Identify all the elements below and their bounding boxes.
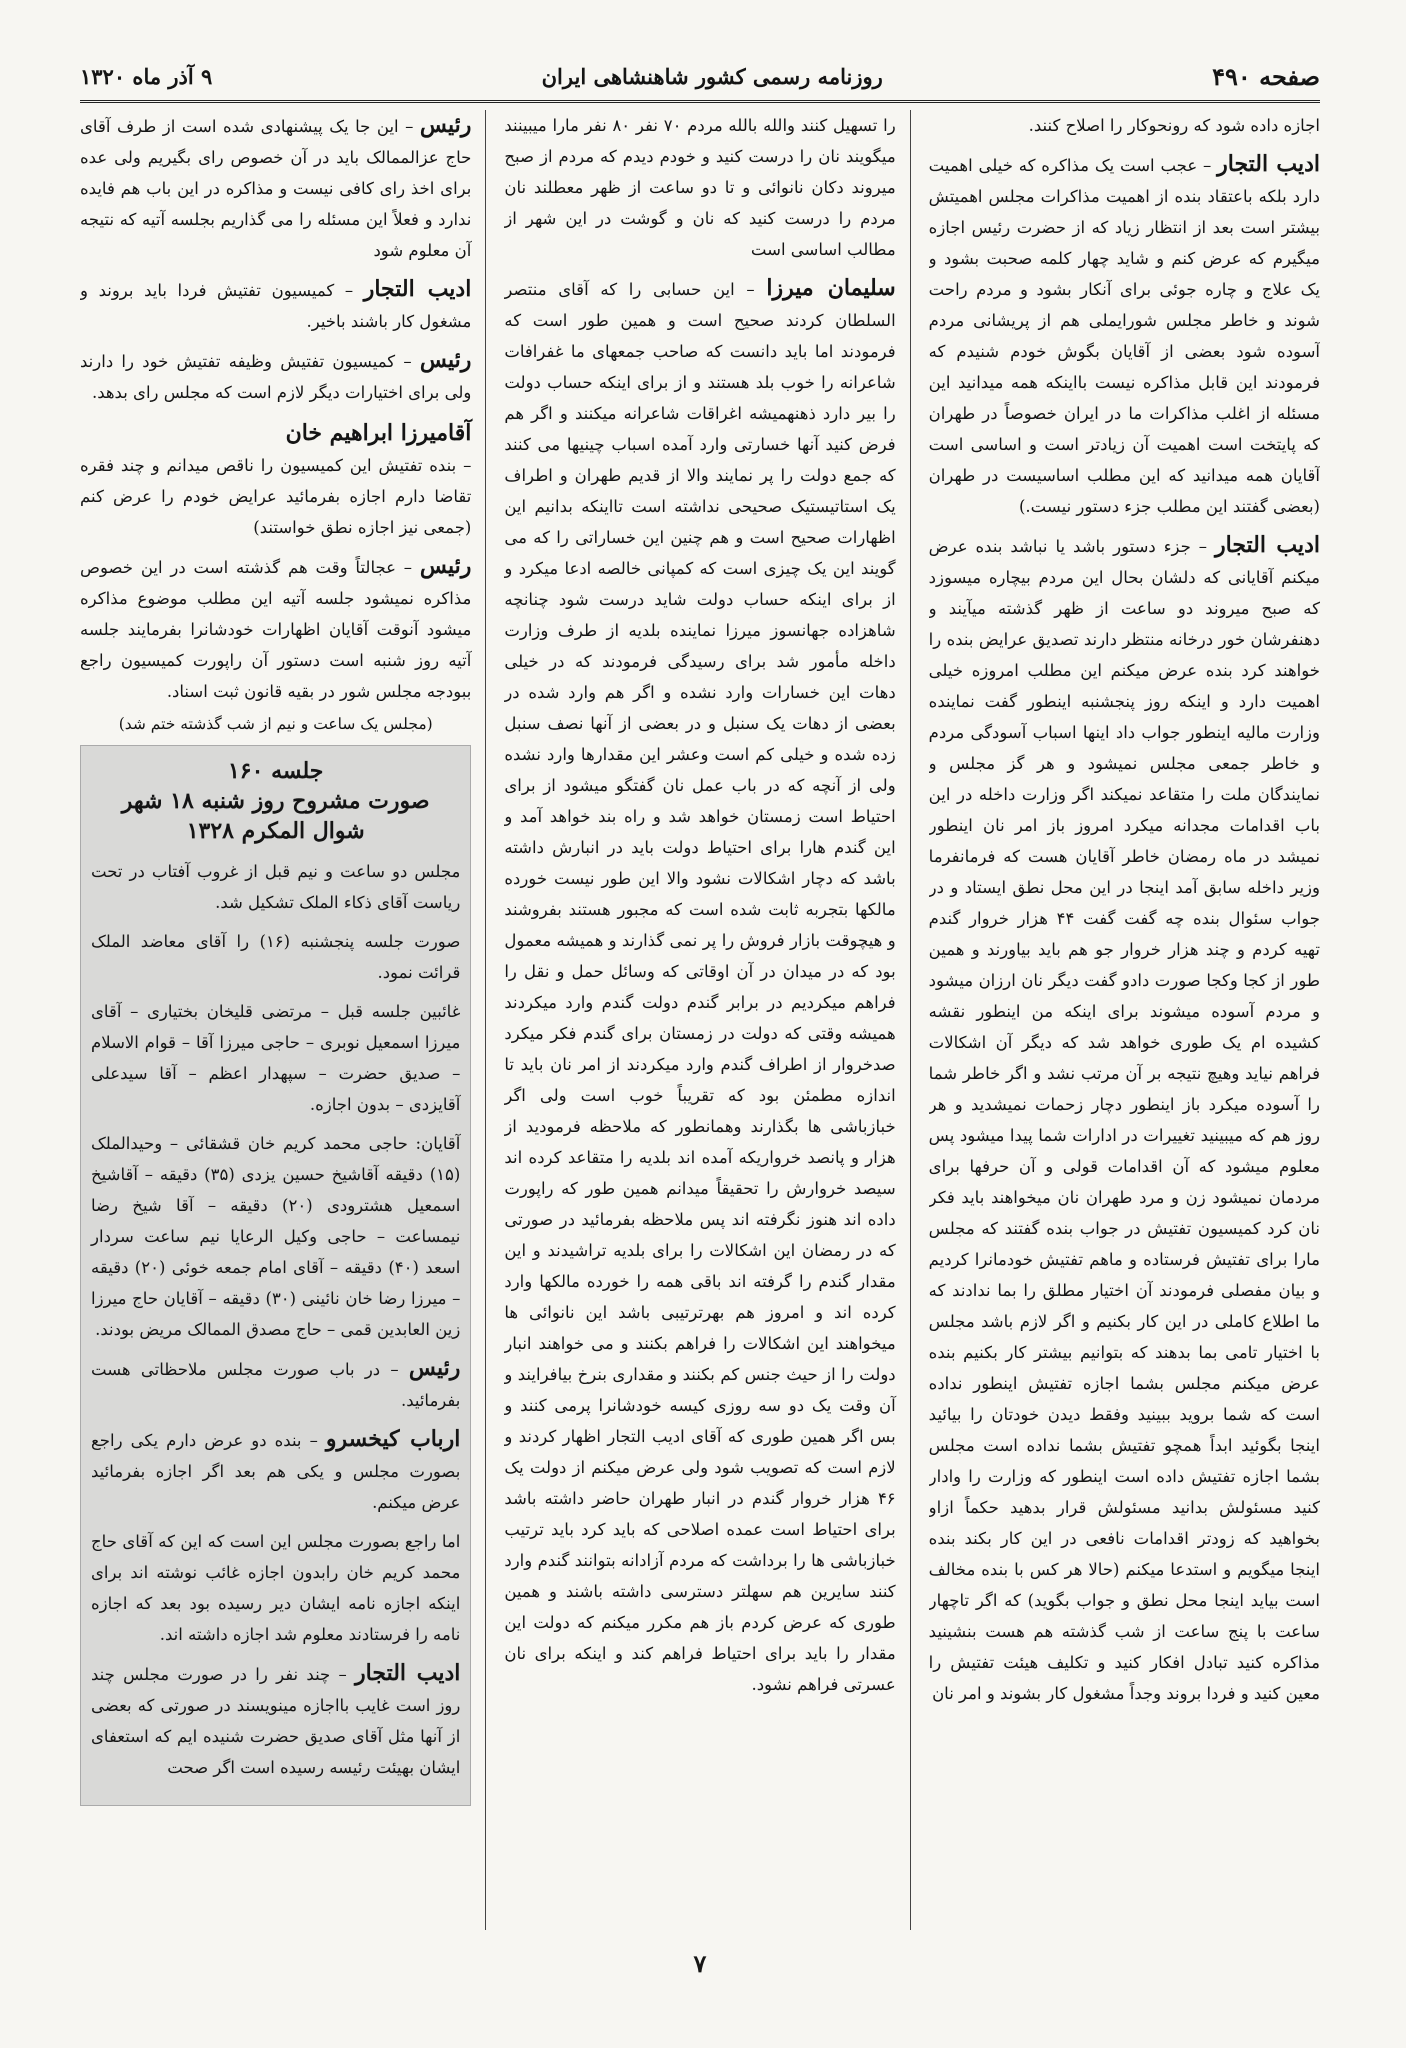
page-header	[80, 54, 1320, 98]
speech	[91, 1424, 460, 1518]
speech-text: – بنده دو عرض دارم یکی راجع بصورت مجلس و یکی هم بعد اگر اجازه بفرمائید عرض میکنم.	[91, 1431, 461, 1512]
speaker-name: سلیمان میرزا	[766, 275, 896, 301]
paragraph: را تسهیل کنند والله بالله مردم ۷۰ نفر ۸۰ نفر مارا میبینند میگویند نان را درست کنید و خودم دیدم که مردم از صبح میروند دکان نانوائی و تا دو ساعت از ظهر معطلند نان مردم را درست کنید که نان و گوشت در این شهر از مطالب اساسی است	[504, 116, 896, 259]
speech-text: – این حسابی را که آقای منتصر السلطان کردند صحیح است و همین طور است که فرمودند اما باید دانست که صاحب جمعهای ما غفرافات شاعرانه را خوب بلد هستند و از برای اینکه حساب دولت را بیر دارد ذهنهمیشه اغراقات شاعرانه میکنند و اگر هم فرض کنید آنها خسارتی وارد آمده اسباب چینیها می کنند که جمع دولت را پر نمایند والا از قدیم طهران و اطراف یک استاتیستیک صحیحی نداشته است تااینکه بدانیم این اظهارات صحیح است و هم چنین این خساراتی را که می گویند این یک چیزی است که کمپانی خالصه ادعا میکرد و از برای اینکه حساب دولت شاید درست شود چنانچه شاهزاده جهانسوز میرزا نماینده بلدیه از طرف وزارت داخله مأمور شد برای رسیدگی فرمودند که در خیلی دهات این خسارات وارد نشده و اگر هم وارد شده در بعضی از دهات یک سنبل و در بعضی از آنها نصف سنبل زده شده و خیلی کم است وعشر این مقدارها وارد نشده ولی از آنچه که در باب عمل نان گفتگو میشود از برای احتیاط است زمستان خواهد شد و راه بند خواهد آمد و این گندم هارا برای احتیاط دولت باید در انبارش داشته باشد که دچار اشکالات نشود والا این طور نیست خورده مالکها بتجربه ثابت شده است که مجبور هستند بفروشند و هیچوقت بازار فروش را پر نمی گذارند و همیشه معمول بود که در میدان در آن اوقاتی که وسائل حمل و نقل را فراهم میکردیم در برابر گندم دولت گندم وارد میکردند همیشه وقتی که دولت در زمستان برای گندم فکر میکرد صدخروار از اطراف گندم وارد میکردند از امر نان باید تا اندازه مطمئن بود که تقریباً خوب است ولی اگر خبازباشی ها بگذارند وهمانطور که ملاحظه فرمودید از هزار و پانصد خرواریکه آمده اند بلدیه را متقاعد کرده اند سیصد خروارش را تحقیقاً میدانم همین طور که راپورت داده اند هنوز نگرفته اند پس ملاحظه بفرمائید در صورتی که در رمضان این اشکالات را برای بلدیه تراشیدند و این مقدار گندم را گرفته اند باقی همه را خورده مالکها وارد کرده اند و امروز هم بهرترتیبی باشد این نانوائی ها میخواهند این اشکالات را فراهم بکنند و می خواهند انبار دولت را از حیث جنس کم بکنند و مقداری بنرخ بیافرایند و آن وقت یک دو سه روزی کیسه خودشانرا پرمی کنند و بس اگر همین طوری که آقای ادیب التجار اظهار کردند و لازم است که تصویب شود ولی عرض میکنم از دولت یک ۴۶ هزار خروار گندم در انبار طهران حاضر داشته باشد برای احتیاط است عمده اصلاحی که باید کرد باید ترتیب خبازباشی ها را برداشت که مردم آزادانه بتوانند گندم وارد کنند سایرین هم سهلتر دسترسی داشته باشند و همین طوری که عرض کردم باز هم مکرر میکنم که دولت این مقدار را باید برای احتیاط فراهم کند و اینکه برای نان عسرتی فراهم نشود.	[504, 280, 896, 1694]
issue-date: ۹ آذر ماه ۱۳۲۰	[80, 63, 213, 89]
speaker-name: رئیس	[419, 553, 472, 579]
column-middle	[504, 110, 910, 1930]
speech-text: – کمیسیون تفتیش فردا باید بروند و مشغول کار باشند باخیر.	[80, 281, 472, 331]
speaker-name: رئیس	[419, 112, 472, 138]
paragraph: صورت جلسه پنجشنبه (۱۶) را آقای معاضد الملک قرائت نمود.	[91, 932, 461, 982]
speaker-name: ادیب التجار	[355, 1660, 461, 1686]
paragraph: مجلس دو ساعت و نیم قبل از غروب آفتاب در تحت ریاست آقای ذکاء الملک تشکیل شد.	[91, 862, 461, 912]
speaker-name: رئیس	[408, 1355, 461, 1381]
session-closing-note: (مجلس یک ساعت و نیم از شب گذشته ختم شد)	[118, 715, 433, 733]
speech-text: – کمیسیون تفتیش وظیفه تفتیش خود را دارند ولی برای اختیارات دیگر لازم است که مجلس رای بدهد.	[80, 352, 472, 402]
column-left	[80, 110, 486, 1930]
speech-text: – چند نفر را در صورت مجلس چند روز است غایب بااجازه مینویسند در صورتی که بعضی از آنها مثل آقای صدیق حضرت شنیده ایم که استعفای ایشان بهیئت رئیسه رسیده است اگر صحت	[91, 1665, 461, 1777]
speaker-name: ادیب التجار	[1215, 532, 1320, 558]
session-title-line: صورت مشروح روز شنبه ۱۸ شهر	[121, 788, 430, 814]
column-right	[929, 110, 1320, 1930]
speech-text: – در باب صورت مجلس ملاحظاتی هست بفرمائید.	[91, 1360, 461, 1410]
header-divider	[80, 100, 1320, 103]
speaker-name: ادیب التجار	[363, 276, 472, 302]
paragraph: آقایان: حاجی محمد کریم خان قشقائی – وحیدالملک (۱۵) دقیقه آقاشیخ حسین یزدی (۳۵) دقیقه – آقاشیخ اسمعیل هشترودی (۲۰) دقیقه – آقا شیخ رضا نیمساعت – حاجی وکیل الرعایا نیم ساعت سردار اسعد (۴۰) دقیقه – آقای امام جمعه خوئی (۲۰) دقیقه – میرزا رضا خان نائینی (۳۰) دقیقه – آقایان حاج میرزا زین العابدین قمی – حاج مصدق الممالک مریض بودند.	[91, 1134, 461, 1339]
speech	[80, 274, 471, 337]
text-columns	[80, 110, 1320, 1930]
speech	[80, 416, 471, 543]
session-heading	[91, 756, 460, 846]
speech	[504, 273, 895, 1700]
session-number: جلسه ۱۶۰	[227, 758, 324, 784]
folio-number: ۷	[693, 1949, 707, 1978]
speech	[80, 551, 471, 707]
speech-text: – بنده تفتیش این کمیسیون را ناقص میدانم و چند فقره تقاضا دارم اجازه بفرمائید عرایض خودم را عرض کنم (جمعی نیز اجازه نطق خواستند)	[80, 456, 472, 537]
speech-text: – عجالتاً وقت هم گذشته است در این خصوص مذاکره نمیشود جلسه آتیه این مطلب موضوع مذاکره میشود آنوقت آقایان اظهارات خودشانرا بفرمایند جلسه آتیه روز شنبه است دستور آن راپورت کمیسیون راجع ببودجه مجلس شور در بقیه قانون ثبت اسناد.	[80, 558, 472, 701]
speech-text: – این جا یک پیشنهادی شده است از طرف آقای حاج عزالممالک باید در آن خصوص رای بگیریم ولی عده برای اخذ رای کافی نیست و مذاکره در این باب هم فایده ندارد و فعلاً این مسئله را می گذاریم بجلسه آتیه که نتیجه آن معلوم شود	[80, 117, 472, 260]
speech-text: – جزء دستور باشد یا نباشد بنده عرض میکنم آقایانی که دلشان بحال این مردم بیچاره میسوزد که صبح میروند دو ساعت از ظهر گذشته میآیند و دهنفرشان خور درخانه منتظر دارند تصدیق عرایض بنده را خواهند کرد بنده عرض میکنم این مطلب امروزه خیلی اهمیت دارد و اینکه روز پنجشنبه اینطور گفت نماینده وزارت مالیه اینطور جواب داد اینها اسباب آسودگی مردم و خاطر جمعی مجلس نمیشود و هر گز مجلس و نمایندگان ملت را متقاعد نمیکند اگر وزارت داخله در این باب اقدامات مجدانه میکرد امروز باز امر نان اینطور نمیشد در ماه رمضان خاطر آقایان هست که فرمانفرما وزیر داخله سابق آمد اینجا در این محل نطق ایستاد و در جواب سئوال بنده چه گفت گفت ۴۴ هزار خروار گندم تهیه کردم و چند هزار خروار جو هم باید بیاورند و همین طور از کجا وکجا صورت دادو گفت دیگر نان ارزان میشود و مردم آسوده میشوند برای اینکه من اینطور نقشه کشیده ام یک طوری خواهد شد که دیگر آن اشکالات فراهم نیاید وهیچ نتیجه بر آن مرتب نشد و اگر خاطر شما را آسوده میکرد باز اینطور دچار زحمات نمیشدید و هر روز هم که میبینید تغییرات در ادارات شما پیدا میشود پس معلوم میشود که آن اقدامات قولی و آن حرفها برای مردمان نمیشود زن و مرد طهران نان میخواهند باید فکر نان کرد کمیسیون تفتیش در جواب بنده گفتند که مجلس مارا برای تفتیش فرستاده و ماهم تفتیش خودمانرا کردیم و بیان مفصلی فرمودند آن اختیار مطلق را بما ندادند که ما اطلاع کاملی در این کار بکنیم و اگر لازم باشد مجلس با اختیار تامی بما بدهند که بتوانیم بیشتر کار بکنیم بنده عرض میکنم مجلس بشما اجازه تفتیش اینطور نداده است که شما بروید ببینید وفقط دیدن خودتان را بیائید اینجا بگوئید ابداً همچو تفتیش بشما نداده است مجلس بشما اجازه تفتیش داده است اینطور که وزارت را وادار کنید مسئولش بدانید مسئولش قرار بدهید حکماً ازاو بخواهید که زودتر اقدامات نافعی در این کار بکند بنده اینجا میگویم و استدعا میکنم (حالا هر کس با بنده مخالف است بیاید اینجا محل نطق و جواب بگوید) که اگر تاچهار ساعت با پنج ساعت از شب گذشته هم هست بنشینید مذاکره کنید تبادل افکار کنید و تکلیف هیئت تفتیش را معین کنید و فردا بروند وجداً مشغول کار بشوند و امر نان	[928, 537, 1320, 1703]
speech	[929, 149, 1320, 522]
speech	[929, 530, 1320, 1709]
paragraph: غائبین جلسه قبل – مرتضی قلیخان بختیاری – آقای میرزا اسمعیل نوبری – حاجی میرزا آقا – قوام الاسلام – صدیق حضرت – سپهدار اعظم – آقا سیدعلی آقایزدی – بدون اجازه.	[91, 1002, 461, 1114]
speaker-name: آقامیرزا ابراهیم خان	[285, 420, 472, 446]
paragraph: اما راجع بصورت مجلس این است که این که آقای حاج محمد کریم خان رابدون اجازه غائب نوشته اند برای اینکه اجازه نامه ایشان دیر رسیده بود بعد که اجازه نامه را فرستادند معلوم شد اجازه داشته اند.	[91, 1532, 461, 1644]
newspaper-title: روزنامه رسمی کشور شاهنشاهی ایران	[541, 63, 883, 89]
paragraph: اجازه داده شود که رونحوکار را اصلاح کنند.	[1028, 116, 1320, 135]
speech	[80, 110, 471, 266]
session-160-box	[80, 745, 471, 1806]
speech-text: – عجب است یک مذاکره که خیلی اهمیت دارد بلکه باعتقاد بنده از اهمیت مذاکرات مجلس اهمیتش بیشتر است بعد از انتظار زیاد که از حضرت رئیس اجازه میگیرم که عرض کنم و شاید چهار کلمه صحبت بشود و یک علاج و چاره جوئی برای آنکار بشود و مردم راحت شوند و خاطر مجلس شورایملی هم از پریشانی مردم آسوده شود بعضی از آقایان بگوش خودم شنیدم که فرمودند این قابل مذاکره نیست بااینکه همه میدانید این مسئله از اغلب مذاکرات ما در ایران خصوصاً در طهران که پایتخت است اهمیت آن زیادتر است و اساسی است آقایان همه میدانید که این مطلب اساسیست در طهران (بعضی گفتند این مطلب جزء دستور نیست.)	[928, 156, 1320, 516]
speaker-name: ادیب التجار	[1217, 151, 1320, 177]
session-date-line: شوال المکرم ۱۳۲۸	[186, 818, 365, 844]
speaker-name: رئیس	[419, 347, 472, 373]
speech	[91, 1353, 460, 1416]
page-number: صفحه ۴۹۰	[1212, 61, 1320, 91]
speech	[91, 1658, 460, 1783]
speaker-name: ارباب کیخسرو	[325, 1426, 461, 1452]
speech	[80, 345, 471, 408]
newspaper-page	[80, 40, 1320, 2000]
